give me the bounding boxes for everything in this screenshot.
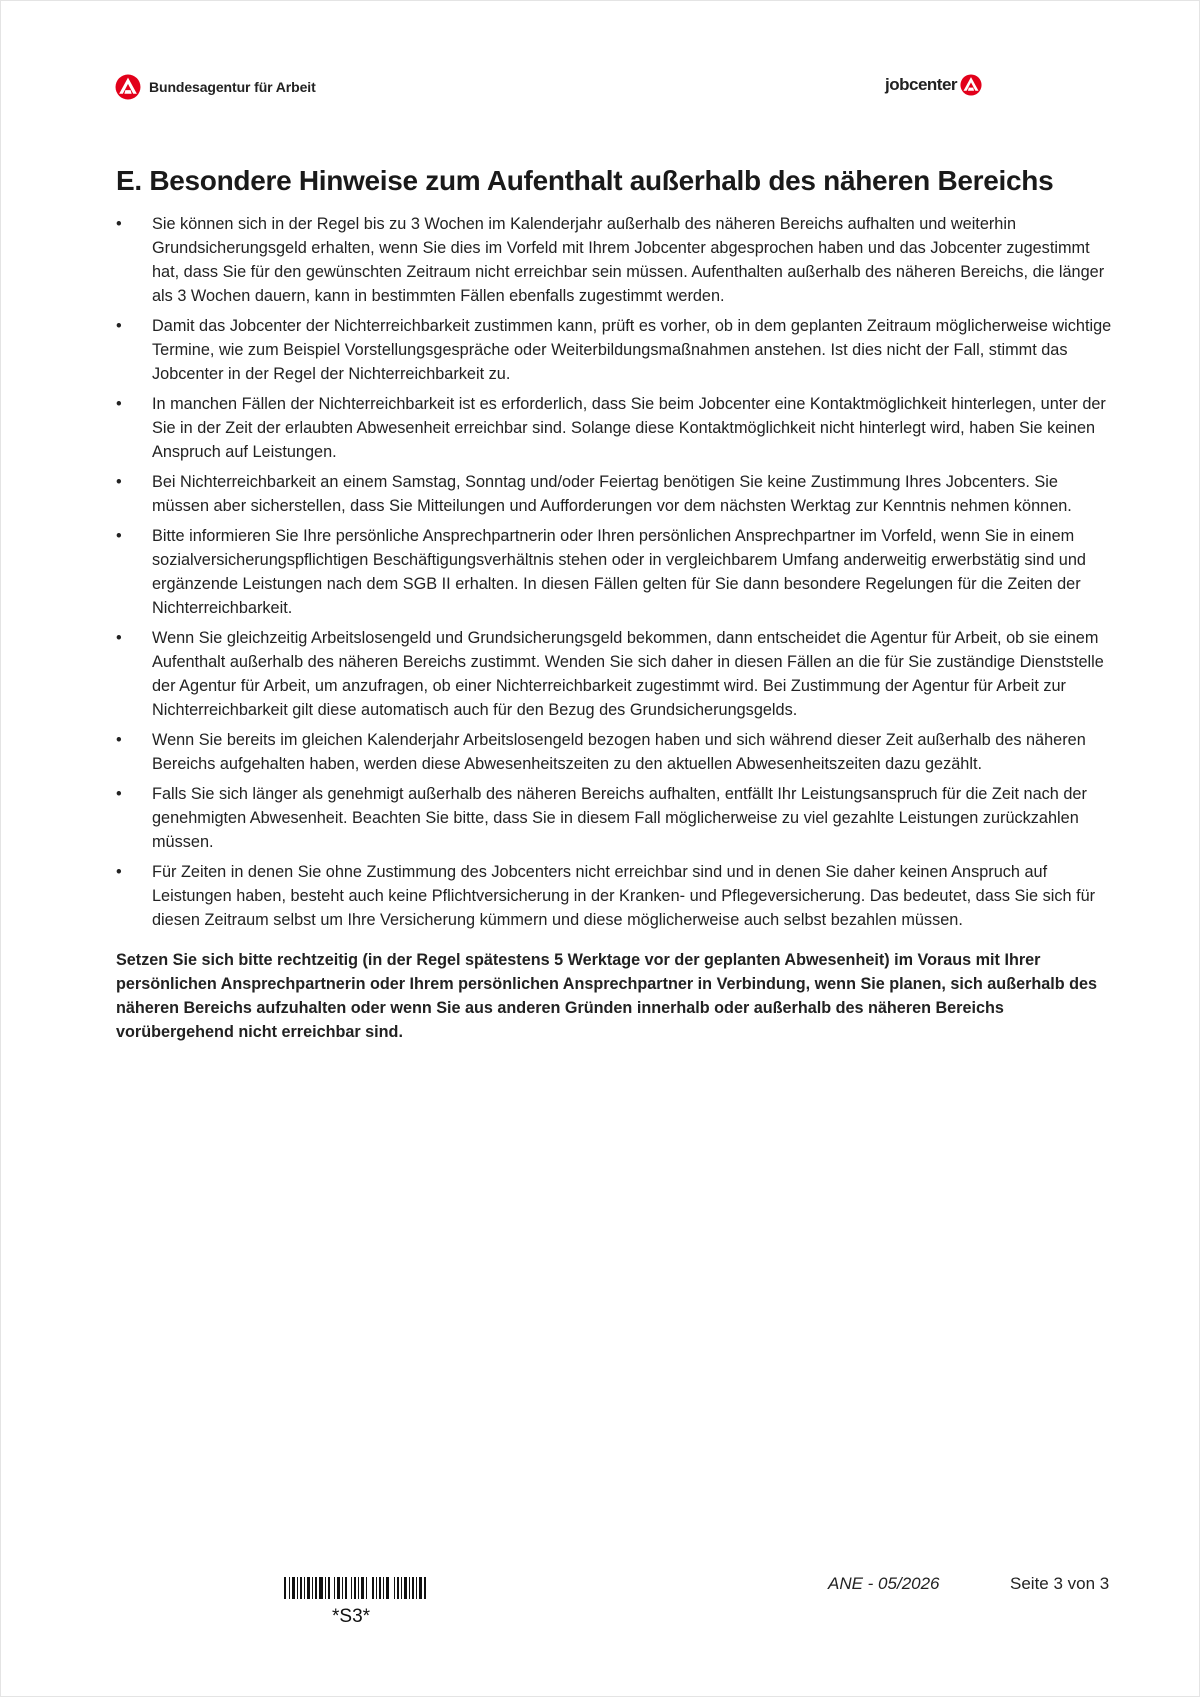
list-item xyxy=(116,728,1116,776)
org-name-right: jobcenter xyxy=(885,75,958,94)
bullet-text: Wenn Sie gleichzeitig Arbeitslosengeld und Grundsicherungsgeld bekommen, dann entscheidet die Agentur für Arbeit, ob sie einem Aufenthalt außerhalb des näheren Bereichs zustimmt. Wenden Sie sich daher in diesen Fällen an die für Sie zuständige Dienststelle der Agentur für Arbeit, um anzufragen, ob einer Nichterreichbarkeit zugestimmt wird. Bei Zustimmung der Agentur für Arbeit zur Nichterreichbarkeit gilt diese automatisch auch für den Bezug des Grundsicherungsgelds. xyxy=(152,629,1104,719)
bullet-symbol: • xyxy=(116,527,122,545)
bullet-text: Für Zeiten in denen Sie ohne Zustimmung des Jobcenters nicht erreichbar sind und in denen Sie daher keinen Anspruch auf Leistungen haben, besteht auch keine Pflichtversicherung in der Kranken- und Pflegeversicherung. Das bedeutet, dass Sie sich für diesen Zeitraum selbst um Ihre Versicherung kümmern und diese möglicherweise auch selbst bezahlen müssen. xyxy=(152,863,1096,929)
bullet-symbol: • xyxy=(116,785,122,803)
bullet-text: Wenn Sie bereits im gleichen Kalenderjahr Arbeitslosengeld bezogen haben und sich während dieser Zeit außerhalb des näheren Bereichs aufgehalten haben, werden diese Abwesenheitszeiten zu den aktuellen Abwesenheitszeiten dazu gezählt. xyxy=(152,731,1086,773)
bullet-symbol: • xyxy=(116,629,122,647)
barcode-icon xyxy=(284,1577,426,1599)
list-item xyxy=(116,860,1116,932)
bullet-text: Bei Nichterreichbarkeit an einem Samstag, Sonntag und/oder Feiertag benötigen Sie keine Zustimmung Ihres Jobcenters. Sie müssen aber sicherstellen, dass Sie Mitteilungen und Aufforderungen vor dem nächsten Werktag zur Kenntnis nehmen können. xyxy=(152,473,1072,515)
bullet-text: Falls Sie sich länger als genehmigt außerhalb des näheren Bereichs aufhalten, entfällt Ihr Leistungsanspruch für die Zeit nach der genehmigten Abwesenheit. Beachten Sie bitte, dass Sie in diesem Fall möglicherweise zu viel gezahlte Leistungen zurückzahlen müssen. xyxy=(152,785,1087,851)
bullet-text: Bitte informieren Sie Ihre persönliche Ansprechpartnerin oder Ihren persönlichen Ansprechpartner im Vorfeld, wenn Sie in einem sozialversicherungspflichtigen Beschäftigungsverhältnis stehen oder in vergleichbarem Umfang anderweitig erwerbstätig sind und ergänzende Leistungen nach dem SGB II erhalten. In diesen Fällen gelten für Sie dann besondere Regelungen für die Zeiten der Nichterreichbarkeit. xyxy=(152,527,1086,617)
bullet-symbol: • xyxy=(116,863,122,881)
bullet-text: Damit das Jobcenter der Nichterreichbarkeit zustimmen kann, prüft es vorher, ob in dem geplanten Zeitraum möglicherweise wichtige Termine, wie zum Beispiel Vorstellungsgespräche oder Weiterbildungsmaßnahmen anstehen. Ist dies nicht der Fall, stimmt das Jobcenter in der Regel der Nichterreichbarkeit zu. xyxy=(152,317,1112,383)
bullet-text: Sie können sich in der Regel bis zu 3 Wochen im Kalenderjahr außerhalb des näheren Bereichs aufhalten und weiterhin Grundsicherungsgeld erhalten, wenn Sie dies im Vorfeld mit Ihrem Jobcenter abgesprochen haben und das Jobcenter zugestimmt hat, dass Sie für den gewünschten Zeitraum nicht erreichbar sein müssen. Aufenthalten außerhalb des näheren Bereichs, die länger als 3 Wochen dauern, kann in bestimmten Fällen ebenfalls zugestimmt werden. xyxy=(152,215,1105,305)
bullet-symbol: • xyxy=(116,395,122,413)
list-item xyxy=(116,470,1116,518)
list-item xyxy=(116,392,1116,464)
list-item xyxy=(116,782,1116,854)
bullet-symbol: • xyxy=(116,473,122,491)
header-right xyxy=(885,74,982,96)
bullet-symbol: • xyxy=(116,317,122,335)
form-code: ANE - 05/2026 xyxy=(828,1574,940,1593)
section-content xyxy=(116,212,1116,1060)
bullet-list xyxy=(116,212,1116,932)
bullet-symbol: • xyxy=(116,731,122,749)
bullet-text: In manchen Fällen der Nichterreichbarkeit ist es erforderlich, dass Sie beim Jobcenter eine Kontaktmöglichkeit hinterlegen, unter der Sie in der Zeit der erlaubten Abwesenheit erreichbar sind. Solange diese Kontaktmöglichkeit nicht hinterlegt wird, haben Sie keinen Anspruch auf Leistungen. xyxy=(152,395,1106,461)
org-name-left: Bundesagentur für Arbeit xyxy=(149,79,316,95)
barcode-text: *S3* xyxy=(332,1606,371,1627)
closing-note: Setzen Sie sich bitte rechtzeitig (in der Regel spätestens 5 Werktage vor der geplanten Abwesenheit) im Voraus mit Ihrer persönlichen Ansprechpartnerin oder Ihrem persönlichen Ansprechpartner in Verbindung, wenn Sie planen, sich außerhalb des näheren Bereichs aufzuhalten oder wenn Sie aus anderen Gründen innerhalb oder außerhalb des näheren Bereichs vorübergehend nicht erreichbar sind. xyxy=(116,951,1098,1041)
ba-arrow-logo-icon xyxy=(960,74,982,96)
list-item xyxy=(116,524,1116,620)
list-item xyxy=(116,212,1116,308)
ba-arrow-logo-icon xyxy=(115,74,141,100)
bullet-symbol: • xyxy=(116,215,122,233)
list-item xyxy=(116,626,1116,722)
page-number: Seite 3 von 3 xyxy=(1010,1574,1110,1593)
header-left xyxy=(115,74,316,100)
list-item xyxy=(116,314,1116,386)
section-title: E. Besondere Hinweise zum Aufenthalt außerhalb des näheren Bereichs xyxy=(116,165,1054,196)
